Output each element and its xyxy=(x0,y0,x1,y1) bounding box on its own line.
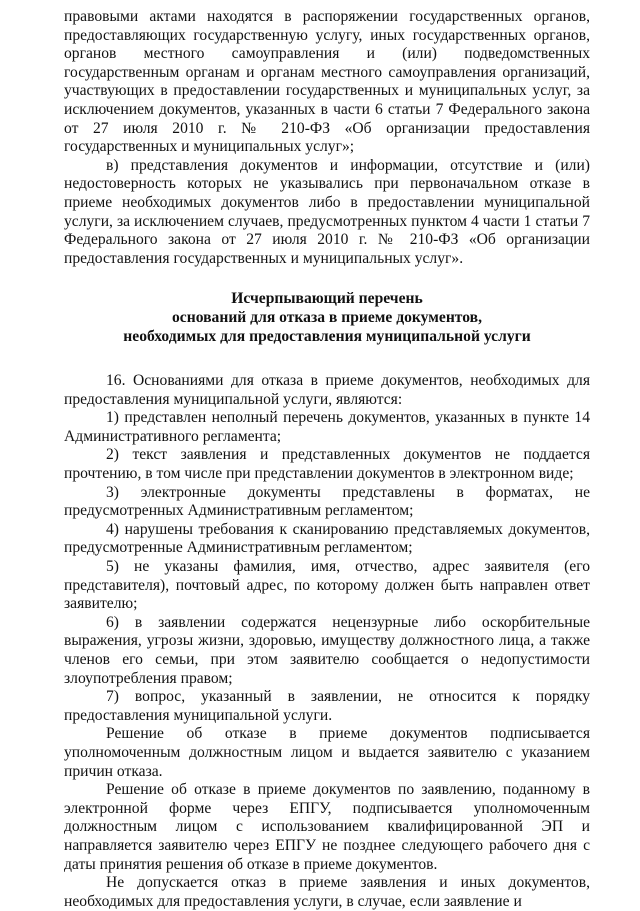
paragraph-item-v: в) представления документов и информации, отсутствие и (или) недостоверность которых не указывались при первоначальном отказе в приеме необходимых документов либо в предоставлении муниципальной услуги, за исключением случаев, предусмотренных пунктом 4 части 1 статьи 7 Федерального закона от 27 июля 2010 г. № 210-ФЗ «Об организации предоставления государственных и муниципальных услуг». xyxy=(64,156,590,267)
list-item-1: 1) представлен неполный перечень документов, указанных в пункте 14 Административного регламента; xyxy=(64,409,590,445)
list-item-6: 6) в заявлении содержатся нецензурные либо оскорбительные выражения, угрозы жизни, здоровью, имуществу должностного лица, а также членов его семьи, при этом заявителю сообщается о недопустимости злоупотребления правом; xyxy=(64,613,590,687)
heading-line-3: необходимых для предоставления муниципальной услуги xyxy=(123,327,531,345)
list-item-2: 2) текст заявления и представленных документов не поддается прочтению, в том числе при представлении документов в электронном виде; xyxy=(64,446,590,483)
section-heading xyxy=(64,290,590,346)
list-item-4: 4) нарушены требования к сканированию представляемых документов, предусмотренные Административным регламентом; xyxy=(64,520,590,557)
paragraph-electronic-decision: Решение об отказе в приеме документов по заявлению, поданному в электронной форме через ЕПГУ, подписывается уполномоченным должностным лицом с использованием квалифицированной ЭП и направляется заявителю через ЕПГУ не позднее следующего рабочего дня с даты принятия решения об отказе в приеме документов. xyxy=(64,781,590,873)
paragraph-decision: Решение об отказе в приеме документов подписывается уполномоченным должностным лицом и выдается заявителю с указанием причин отказа. xyxy=(64,725,590,780)
paragraph-continuation: правовыми актами находятся в распоряжении государственных органов, предоставляющих государственную услугу, иных государственных органов, органов местного самоуправления и (или) подведомственных государственным органам и органам местного самоуправления организаций, участвующих в предоставлении государственных и муниципальных услуг, за исключением документов, указанных в части 6 статьи 7 Федерального закона от 27 июля 2010 г. № 210-ФЗ «Об организации предоставления государственных и муниципальных услуг»; xyxy=(64,8,590,156)
paragraph-not-allowed: Не допускается отказ в приеме заявления и иных документов, необходимых для предоставления услуги, в случае, если заявление и xyxy=(64,874,590,910)
list-item-5: 5) не указаны фамилия, имя, отчество, адрес заявителя (его представителя), почтовый адрес, по которому должен быть направлен ответ заявителю; xyxy=(64,558,590,613)
heading-line-2: оснований для отказа в приеме документов, xyxy=(172,308,482,326)
list-item-3: 3) электронные документы представлены в форматах, не предусмотренных Административным регламентом; xyxy=(64,483,590,520)
heading-line-1: Исчерпывающий перечень xyxy=(231,290,423,308)
paragraph-16: 16. Основаниями для отказа в приеме документов, необходимых для предоставления муниципальной услуги, являются: xyxy=(64,372,590,408)
list-item-7: 7) вопрос, указанный в заявлении, не относится к порядку предоставления муниципальной услуги. xyxy=(64,688,590,724)
